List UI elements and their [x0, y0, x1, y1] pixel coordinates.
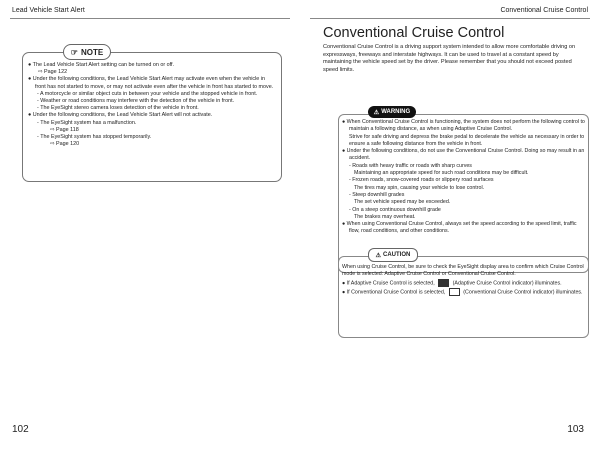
page-title: Conventional Cruise Control	[323, 25, 505, 41]
note-content	[28, 62, 276, 148]
header-divider-left	[10, 18, 290, 19]
warning-content	[342, 119, 585, 236]
caution-item-pre: ● If Conventional Cruise Control is selected,	[342, 289, 446, 296]
warning-subline: The tires may spin, causing your vehicle to lose control.	[354, 184, 485, 191]
page-number-left: 102	[12, 424, 29, 435]
warning-label: WARNING	[381, 109, 411, 115]
adaptive-cruise-indicator-icon	[438, 279, 449, 287]
warning-line: Strive for safe driving and depress the brake pedal to decelerate the vehicle as necessary in order to ensure a safe following distance from the vehicle in front.	[349, 133, 585, 147]
warning-subline: - Steep downhill grades	[349, 191, 405, 198]
caution-triangle-icon: ⚠	[375, 252, 382, 259]
note-subline: - The EyeSight system has stopped temporarily.	[37, 134, 152, 141]
caution-item-pre: ● If Adaptive Cruise Control is selected,	[342, 280, 435, 287]
note-subline: - Weather or road conditions may interfere with the detection of the vehicle in front.	[37, 98, 235, 105]
caution-label: CAUTION	[383, 252, 411, 258]
header-left-title: Lead Vehicle Start Alert	[12, 7, 85, 14]
intro-paragraph: Conventional Cruise Control is a driving support system intended to allow more comfortable driving on expressways, freeways and interstate highways. It can be used to travel at a constant speed by maintaining the vehicle speed set by the driver. Please remember that you should not exceed posted speed limits.	[323, 44, 576, 73]
note-subline: - A motorcycle or similar object cuts in between your vehicle and the stopped vehicle in front.	[37, 90, 258, 97]
note-line: ● Under the following conditions, the Lead Vehicle Start Alert may activate even when the vehicle in front has not started to move, or may not activate even after the vehicle in front has started to move.	[28, 76, 274, 90]
page-number-right: 103	[567, 424, 584, 435]
header-right-title: Conventional Cruise Control	[500, 7, 588, 14]
caution-item	[342, 288, 585, 297]
warning-subline: - On a steep continuous downhill grade	[349, 206, 441, 213]
warning-line: ● When using Conventional Cruise Control, always set the speed according to the speed limit, traffic flow, road conditions, and other conditions.	[342, 221, 577, 235]
warning-subline: - Roads with heavy traffic or roads with sharp curves	[349, 162, 472, 169]
note-page-ref: ⇨ Page 118	[50, 126, 79, 133]
header-divider-right	[310, 18, 590, 19]
warning-line: ● Under the following conditions, do not use the Conventional Cruise Control. Doing so may result in an accident.	[342, 148, 585, 162]
warning-label-tab	[368, 106, 416, 118]
caution-item-post: (Conventional Cruise Control indicator) illuminates.	[463, 289, 583, 296]
conventional-cruise-indicator-icon	[449, 288, 460, 296]
warning-subline: The brakes may overheat.	[354, 213, 416, 220]
warning-triangle-icon: ⚠	[373, 109, 380, 116]
warning-subline: - Frozen roads, snow-covered roads or slippery road surfaces	[349, 177, 494, 184]
caution-intro: When using Cruise Control, be sure to check the EyeSight display area to confirm which Cruise Control mode is selected: Adaptive Cruise Control or Conventional Cruise Control.	[342, 264, 584, 278]
note-page-ref: ⇨ Page 120	[50, 141, 80, 148]
warning-subline: The set vehicle speed may be exceeded.	[354, 199, 451, 206]
note-page-ref: ⇨ Page 122	[38, 69, 68, 76]
caution-item-post: (Adaptive Cruise Control indicator) illuminates.	[452, 280, 562, 287]
caution-label-tab	[368, 248, 418, 262]
warning-subline: Maintaining an appropriate speed for such road conditions may be difficult.	[354, 170, 529, 177]
note-subline: - The EyeSight stereo camera loses detection of the vehicle in front.	[37, 105, 199, 112]
warning-line: ● When Conventional Cruise Control is functioning, the system does not perform the following control to maintain a following distance, as when using Adaptive Cruise Control.	[342, 119, 585, 133]
note-line: ● Under the following conditions, the Lead Vehicle Start Alert will not activate.	[28, 112, 213, 119]
note-hand-icon: ☞	[70, 47, 78, 57]
note-label-tab	[63, 44, 111, 60]
note-line: ● The Lead Vehicle Start Alert setting can be turned on or off.	[28, 62, 175, 68]
caution-content	[342, 264, 585, 296]
note-subline: - The EyeSight system has a malfunction.	[37, 119, 137, 126]
caution-item	[342, 279, 585, 288]
note-label: NOTE	[80, 47, 104, 57]
